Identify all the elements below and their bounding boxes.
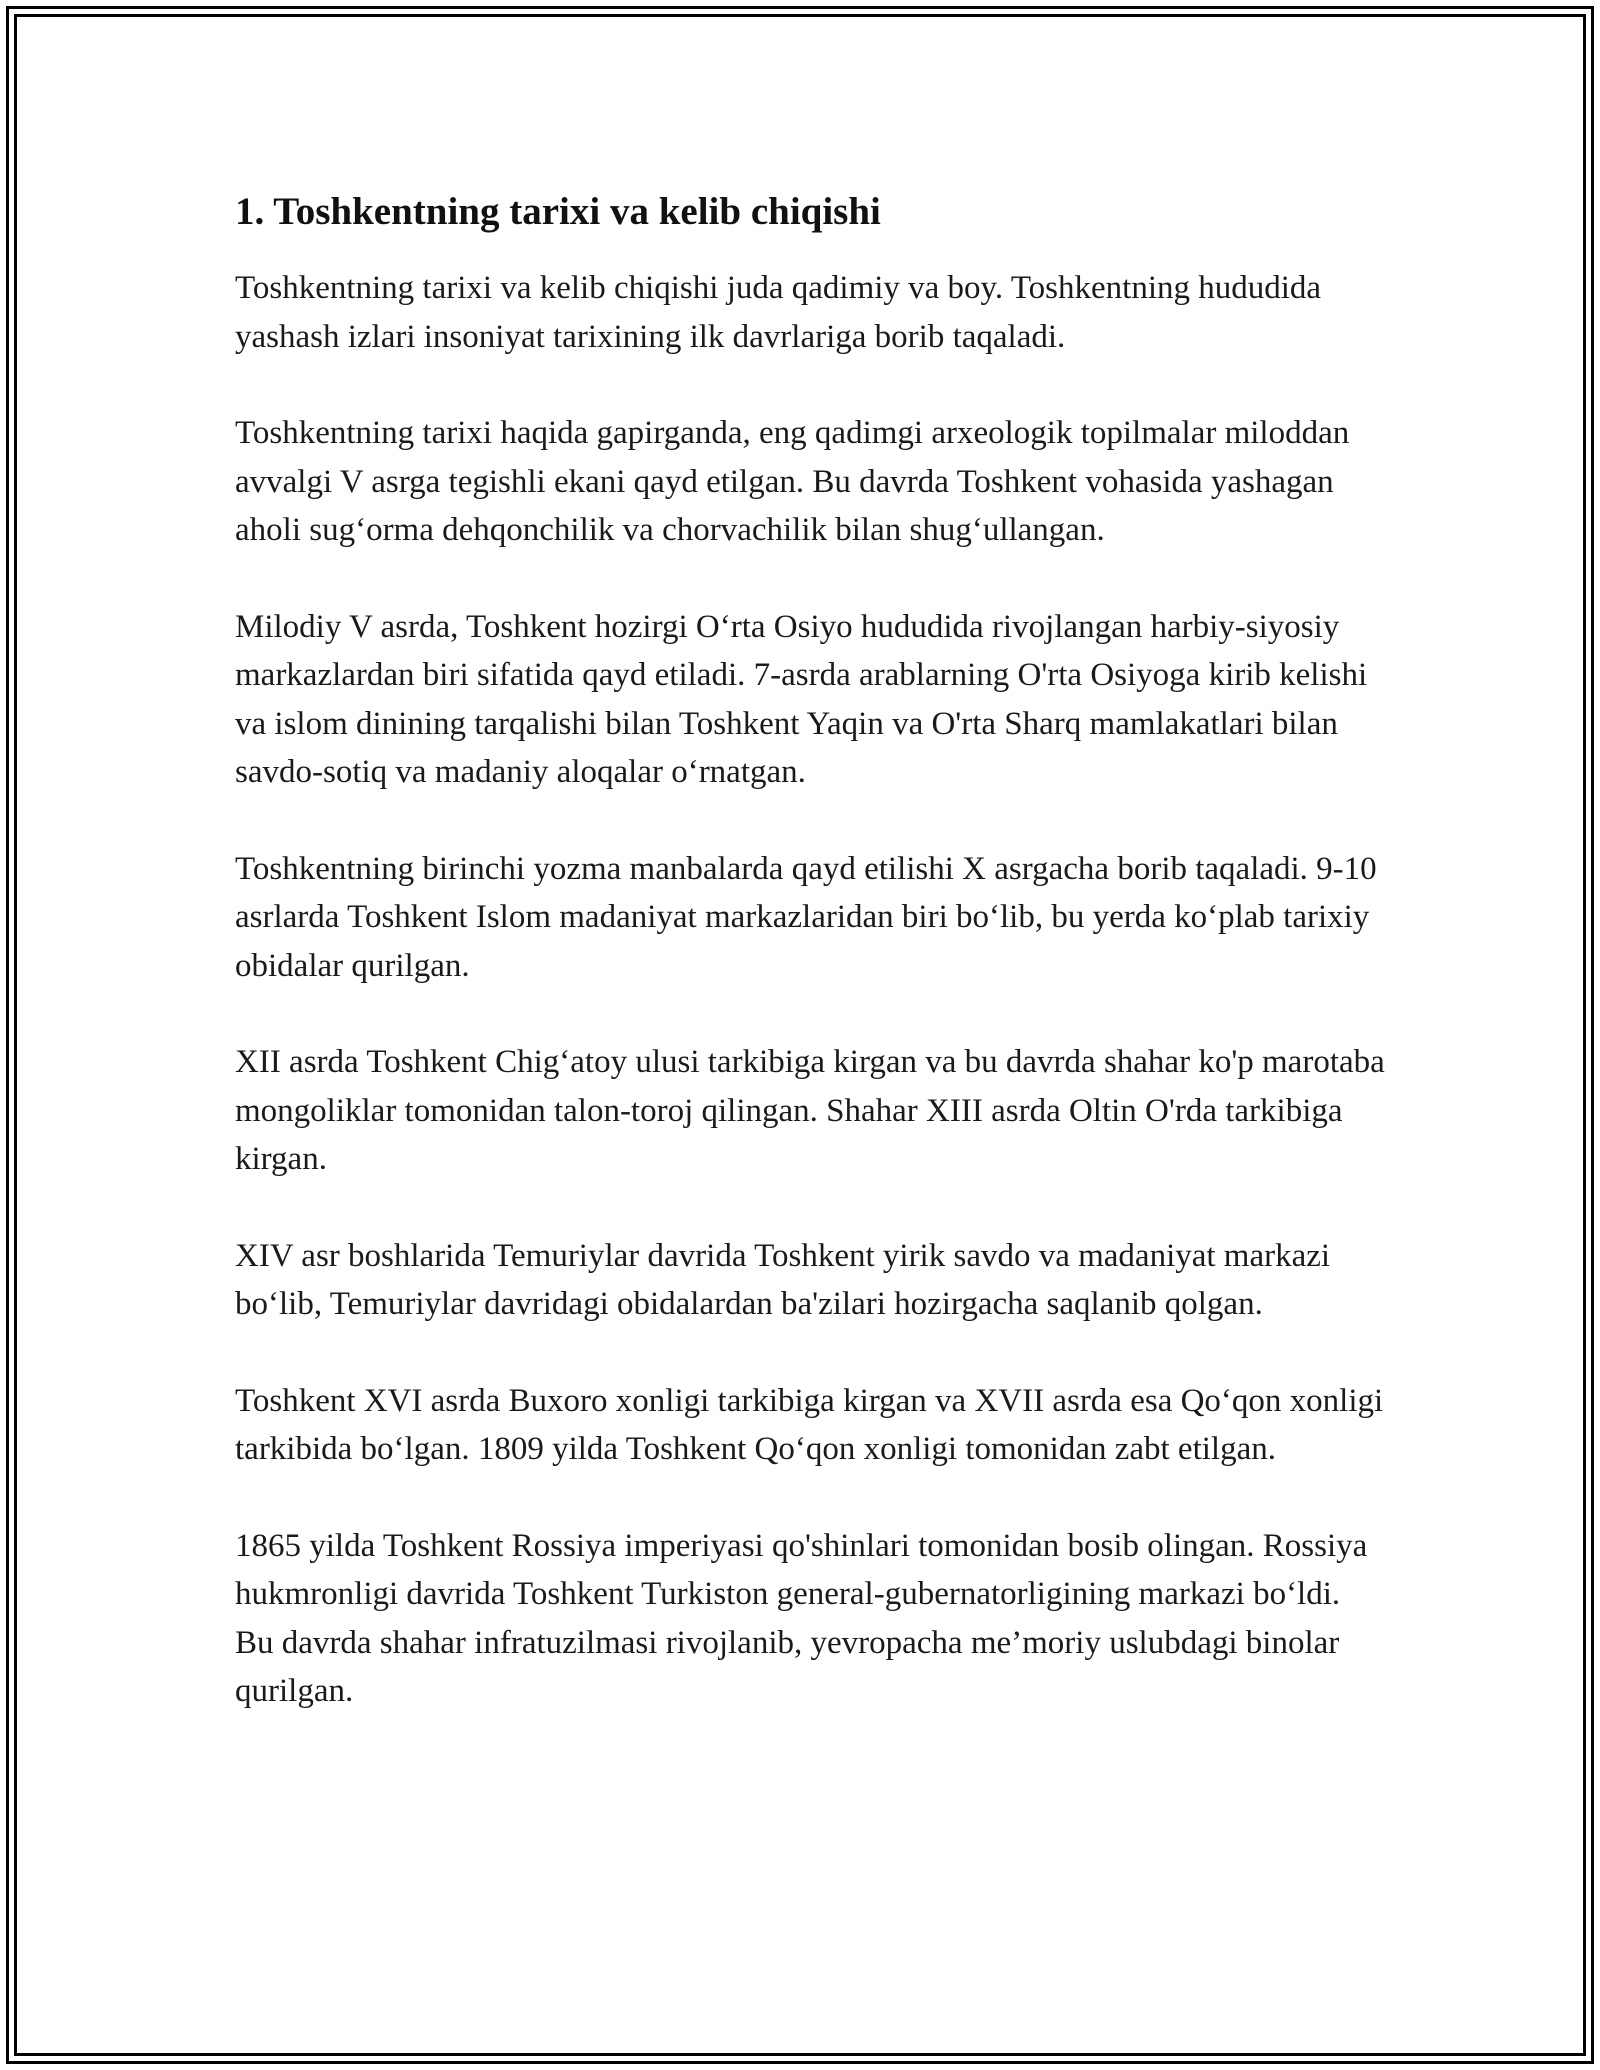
paragraph-2: Toshkentning tarixi haqida gapirganda, eng qadimgi arxeologik topilmalar miloddan avvalgi V asrga tegishli ekani qayd etilgan. Bu davrda Toshkent vohasida yashagan aholi sug‘orma dehqonchilik va chorvachilik bilan shug‘ullangan. [235,415,1350,548]
paragraph-5: XII asrda Toshkent Chig‘atoy ulusi tarkibiga kirgan va bu davrda shahar ko'p marotaba mongoliklar tomonidan talon-toroj qilingan. Shahar XIII asrda Oltin O'rda tarkibiga kirgan. [235,1044,1385,1177]
paragraph-4: Toshkentning birinchi yozma manbalarda qayd etilishi X asrgacha borib taqaladi. 9-10 asrlarda Toshkent Islom madaniyat markazlaridan biri bo‘lib, bu yerda ko‘plab tarixiy obidalar qurilgan. [235,850,1377,984]
paragraph-3: Milodiy V asrda, Toshkent hozirgi O‘rta Osiyo hududida rivojlangan harbiy-siyosiy markazlardan biri sifatida qayd etiladi. 7-asrda arablarning O'rta Osiyoga kirib kelishi va islom dinining tarqalishi bilan Toshkent Yaqin va O'rta Sharq mamlakatlari bilan savdo-sotiq va madaniy aloqalar o‘rnatgan. [235,608,1368,790]
document-body [235,186,1385,1764]
section-heading: 1. Toshkentning tarixi va kelib chiqishi [235,190,881,233]
paragraph-8: 1865 yilda Toshkent Rossiya imperiyasi qo'shinlari tomonidan bosib olingan. Rossiya hukmronligi davrida Toshkent Turkiston general-gubernatorligining markazi bo‘ldi. Bu davrda shahar infratuzilmasi rivojlanib, yevropacha me’moriy uslubdagi binolar qurilgan. [235,1527,1368,1709]
paragraph-6: XIV asr boshlarida Temuriylar davrida Toshkent yirik savdo va madaniyat markazi bo‘lib, Temuriylar davridagi obidalardan ba'zilari hozirgacha saqlanib qolgan. [235,1237,1331,1322]
paragraph-1: Toshkentning tarixi va kelib chiqishi juda qadimiy va boy. Toshkentning hududida yashash izlari insoniyat tarixining ilk davrlariga borib taqaladi. [235,270,1322,355]
paragraph-7: Toshkent XVI asrda Buxoro xonligi tarkibiga kirgan va XVII asrda esa Qo‘qon xonligi tarkibida bo‘lgan. 1809 yilda Toshkent Qo‘qon xonligi tomonidan zabt etilgan. [235,1382,1384,1467]
